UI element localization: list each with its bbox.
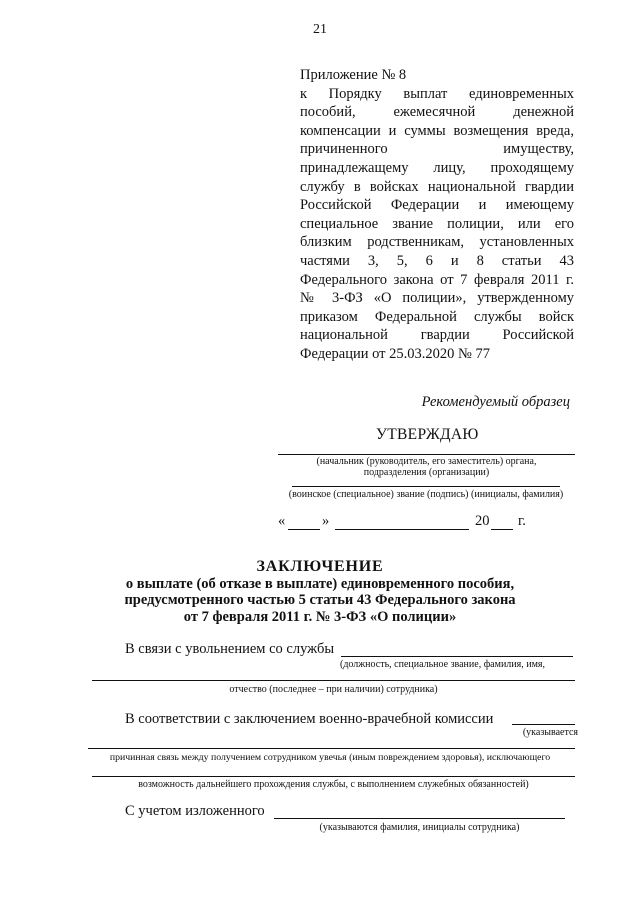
employee-name-caption: (указываются фамилия, инициалы сотрудника) [319, 822, 520, 833]
appendix-line: службу в войсках национальной гвардии [300, 178, 574, 195]
appendix-line: принадлежащему лицу, проходящему [300, 159, 574, 176]
medical-caption-1: (указывается [522, 727, 578, 738]
appendix-line: пособий, ежемесячной денежной [300, 104, 574, 121]
title-line-1: о выплате (об отказе в выплате) единовременного пособия, [125, 575, 515, 592]
appendix-line: компенсации и суммы возмещения вреда, [300, 122, 574, 139]
date-year-field[interactable] [491, 515, 513, 530]
date-close-quote: » [322, 513, 330, 529]
appendix-line: национальной гвардии Российской [300, 327, 574, 344]
dismissal-caption-1: (должность, специальное звание, фамилия, имя, [340, 659, 546, 670]
appendix-line: Федерального закона от 7 февраля 2011 г. [300, 271, 574, 288]
appendix-line: Приложение № 8 [300, 67, 407, 83]
appendix-line: близким родственникам, установленных [300, 234, 574, 251]
appendix-line: к Порядку выплат единовременных [300, 85, 574, 102]
medical-field-line-2[interactable] [88, 748, 575, 749]
rank-signature-line[interactable] [292, 486, 560, 487]
employee-name-field-line[interactable] [274, 818, 565, 819]
dismissal-caption-2: отчество (последнее – при наличии) сотрудника) [229, 684, 438, 695]
appendix-line: Федерации от 25.03.2020 № 77 [300, 345, 490, 362]
date-year-prefix: 20 [475, 513, 490, 529]
appendix-line: частями 3, 5, 6 и 8 статьи 43 [300, 252, 574, 269]
head-caption-2: подразделения (организации) [363, 467, 490, 478]
title-main: ЗАКЛЮЧЕНИЕ [256, 558, 384, 575]
rank-caption: (воинское (специальное) звание (подпись) (инициалы, фамилия) [288, 489, 564, 500]
medical-caption-3: возможность дальнейшего прохождения службы, с выполнением служебных обязанностей) [138, 779, 529, 790]
date-day-field[interactable] [288, 515, 320, 530]
appendix-line: специальное звание полиции, или его [300, 215, 574, 232]
considering-text: С учетом изложенного [125, 803, 265, 819]
document-title [0, 559, 640, 625]
sample-label: Рекомендуемый образец [421, 394, 570, 410]
dismissal-field-line[interactable] [341, 656, 573, 657]
appendix-line: причиненного имуществу, [300, 141, 574, 158]
medical-caption-2: причинная связь между получением сотрудником увечья (иным повреждением здоровья), исключающего [109, 752, 551, 763]
title-line-2: предусмотренного частью 5 статьи 43 Федерального закона [124, 592, 516, 608]
head-signature-line[interactable] [278, 454, 575, 455]
medical-field-line-3[interactable] [92, 776, 575, 777]
dismissal-text: В связи с увольнением со службы [125, 641, 335, 657]
appendix-line: № 3-ФЗ «О полиции», утвержденному [300, 290, 574, 307]
head-caption-1: (начальник (руководитель, его заместитель) органа, [316, 456, 537, 467]
dismissal-field-line-2[interactable] [92, 680, 575, 681]
page-number: 21 [313, 22, 327, 37]
appendix-line: Российской Федерации и имеющему [300, 197, 574, 214]
appendix-block [300, 66, 574, 364]
title-line-3: от 7 февраля 2011 г. № 3-ФЗ «О полиции» [183, 608, 457, 625]
medical-field-line[interactable] [512, 724, 575, 725]
appendix-line: приказом Федеральной службы войск [300, 308, 574, 325]
approval-date-row [278, 512, 578, 532]
medical-commission-text: В соответствии с заключением военно-врачебной комиссии [125, 711, 494, 727]
date-open-quote: « [278, 513, 286, 529]
approval-heading: УТВЕРЖДАЮ [376, 426, 479, 443]
date-month-field[interactable] [335, 515, 469, 530]
date-suffix: г. [518, 513, 526, 529]
